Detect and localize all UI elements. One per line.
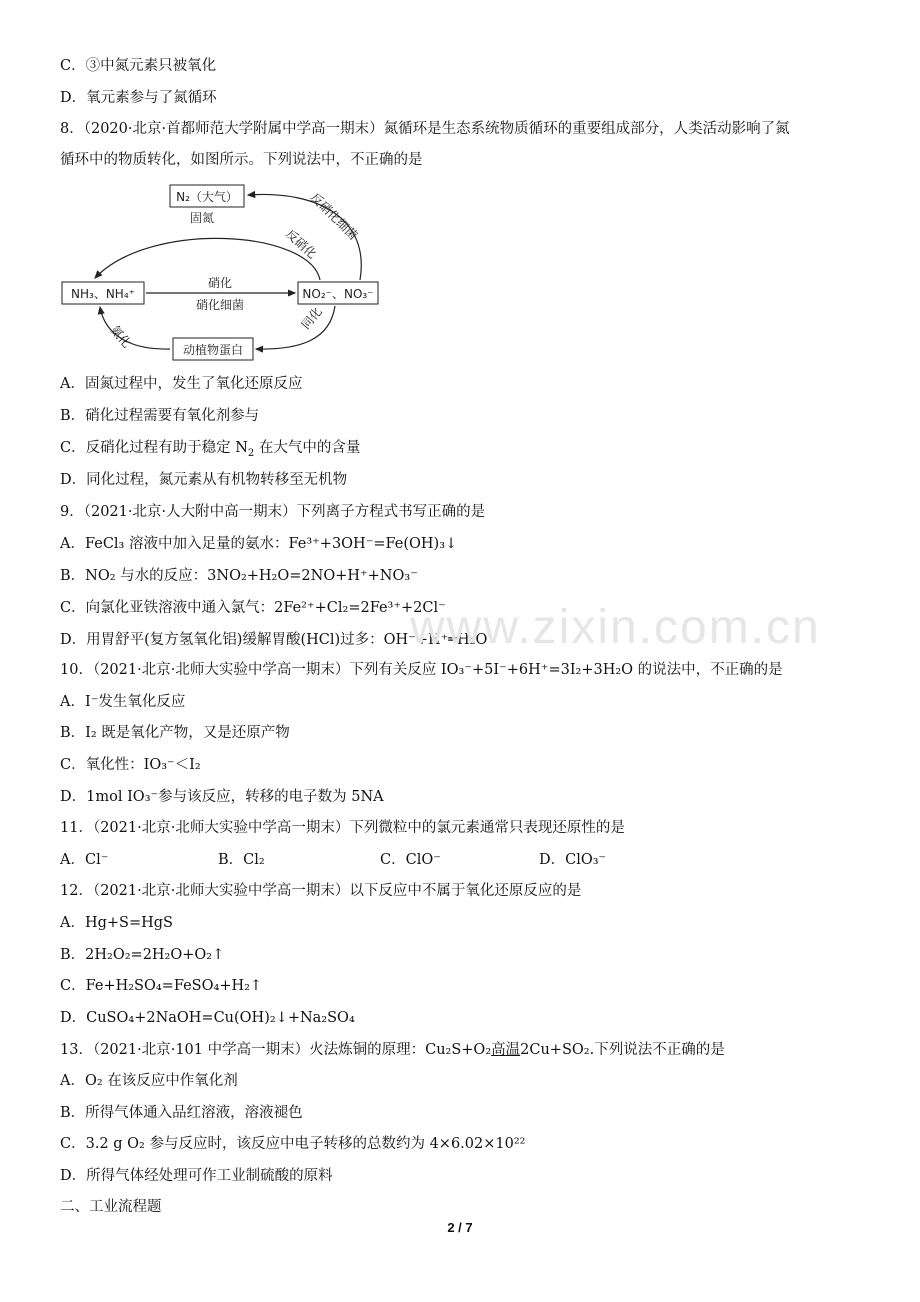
nitrogen-cycle-diagram: [60, 180, 390, 365]
q11-option-d: D．ClO₃⁻: [539, 852, 607, 868]
q8-option-b: B．硝化过程需要有氧化剂参与: [60, 408, 260, 424]
q9-option-c: C．向氯化亚铁溶液中通入氯气：2Fe²⁺+Cl₂=2Fe³⁺+2Cl⁻: [60, 600, 446, 616]
q13-stem: 13．（2021·北京·101 中学高一期末）火法炼铜的原理：Cu₂S+O₂高温2Cu+SO₂.下列说法不正确的是: [60, 1042, 725, 1058]
assimilation-label: 同化: [298, 304, 325, 332]
fixation-label: 固氮: [190, 211, 215, 225]
section-heading: 二、工业流程题: [60, 1199, 162, 1215]
q8-stem-line1: 8．（2020·北京·首都师范大学附属中学高一期末）氮循环是生态系统物质循环的重要组成部分，人类活动影响了氮: [60, 121, 790, 137]
q13-option-b: B．所得气体通入品红溶液，溶液褪色: [60, 1105, 303, 1121]
q9-option-a: A．FeCl₃ 溶液中加入足量的氨水：Fe³⁺+3OH⁻=Fe(OH)₃↓: [60, 536, 458, 552]
q10-option-b: B．I₂ 既是氧化产物，又是还原产物: [60, 725, 290, 741]
denitrifying-bacteria-label: 反硝化细菌: [307, 190, 361, 243]
ammonification-label: 氨化: [107, 322, 134, 351]
q9-option-b: B．NO₂ 与水的反应：3NO₂+H₂O=2NO+H⁺+NO₃⁻: [60, 568, 418, 584]
q9-option-d: D．用胃舒平(复方氢氧化铝)缓解胃酸(HCl)过多：OH⁻+H⁺═H₂O: [60, 632, 488, 648]
nitrate-label: NO₂⁻、NO₃⁻: [302, 287, 374, 301]
watermark: www.zixin.com.cn: [410, 601, 821, 654]
n2-label: N₂（大气）: [176, 190, 238, 204]
q10-option-c: C．氧化性：IO₃⁻＜I₂: [60, 757, 201, 773]
protein-label: 动植物蛋白: [182, 343, 244, 357]
q10-option-d: D．1mol IO₃⁻参与该反应，转移的电子数为 5NA: [60, 789, 384, 805]
ammonification-arrow: [100, 307, 170, 349]
q8-stem-line2: 循环中的物质转化，如图所示。下列说法中，不正确的是: [60, 152, 423, 168]
q11-option-c: C．ClO⁻: [380, 852, 441, 868]
q8-option-a: A．固氮过程中，发生了氧化还原反应: [60, 376, 303, 392]
nitrification-label: 硝化: [207, 276, 233, 290]
nitrifying-bacteria-label: 硝化细菌: [195, 298, 245, 312]
q7-option-d: D．氧元素参与了氮循环: [60, 90, 217, 106]
q8-option-d: D．同化过程，氮元素从有机物转移至无机物: [60, 472, 348, 488]
q9-stem: 9．（2021·北京·人大附中高一期末）下列离子方程式书写正确的是: [60, 504, 486, 520]
page-number: 2 / 7: [447, 1220, 473, 1235]
q12-option-a: A．Hg+S=HgS: [60, 915, 173, 931]
q10-stem: 10．（2021·北京·北师大实验中学高一期末）下列有关反应 IO₃⁻+5I⁻+6H⁺=3I₂+3H₂O 的说法中，不正确的是: [60, 662, 783, 678]
q11-stem: 11．（2021·北京·北师大实验中学高一期末）下列微粒中的氯元素通常只表现还原性的是: [60, 820, 625, 836]
q12-option-d: D．CuSO₄+2NaOH=Cu(OH)₂↓+Na₂SO₄: [60, 1010, 355, 1026]
q12-option-b: B．2H₂O₂=2H₂O+O₂↑: [60, 947, 225, 963]
q13-option-c: C．3.2 g O₂ 参与反应时，该反应中电子转移的总数约为 4×6.02×10²²: [60, 1136, 526, 1152]
q12-option-c: C．Fe+H₂SO₄=FeSO₄+H₂↑: [60, 978, 263, 994]
q13-option-d: D．所得气体经处理可作工业制硫酸的原料: [60, 1168, 333, 1184]
q8-option-c: C．反硝化过程有助于稳定 $N_2$ 在大气中的含量: [60, 440, 361, 459]
denitrification-label: 反硝化: [282, 226, 320, 262]
q13-option-a: A．O₂ 在该反应中作氧化剂: [60, 1073, 238, 1089]
q11-option-a: A．Cl⁻: [60, 852, 109, 868]
ammonium-label: NH₃、NH₄⁺: [71, 287, 135, 301]
fixation-arrow: [95, 238, 320, 280]
q11-option-b: B．Cl₂: [218, 852, 265, 868]
q7-option-c: C．③中氮元素只被氧化: [60, 58, 217, 74]
q10-option-a: A．I⁻发生氧化反应: [60, 694, 186, 710]
q12-stem: 12．（2021·北京·北师大实验中学高一期末）以下反应中不属于氧化还原反应的是: [60, 883, 582, 899]
